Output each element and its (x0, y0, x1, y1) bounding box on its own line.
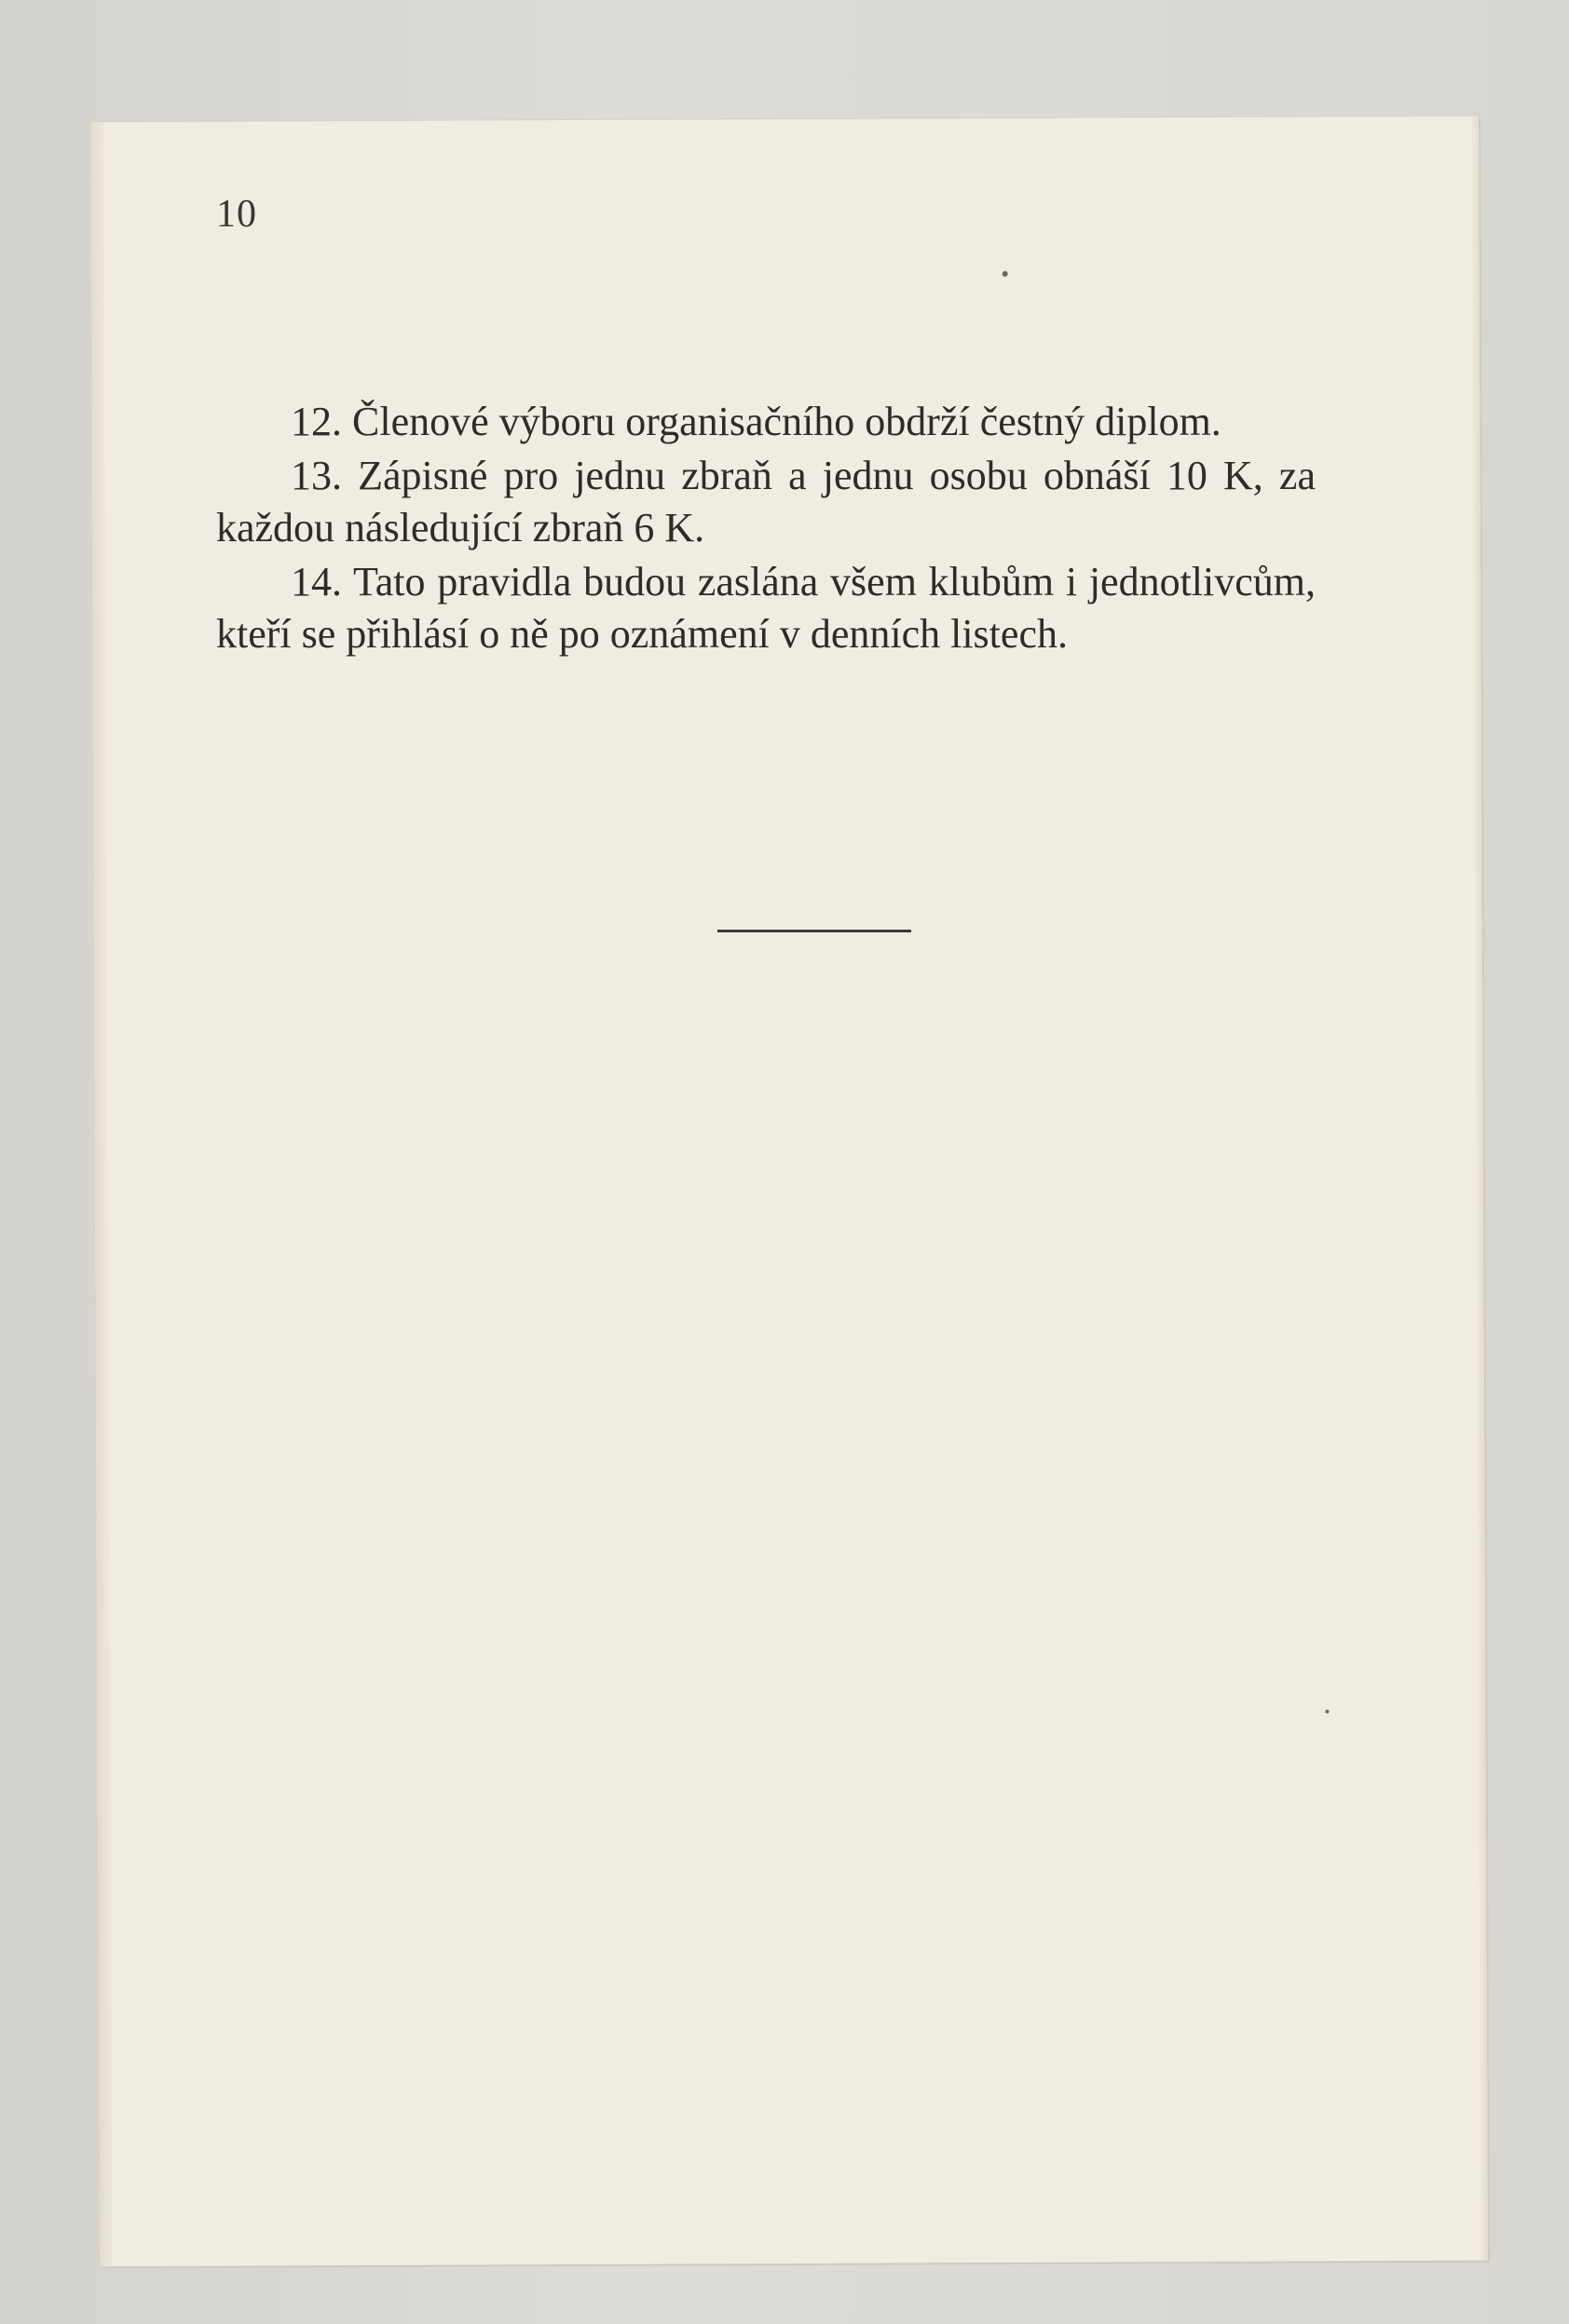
closing-rule (717, 930, 911, 932)
paper-speck (1003, 271, 1008, 277)
body-text (216, 396, 1316, 662)
page-number: 10 (216, 193, 257, 236)
paragraph-12: 12. Členové výboru organisačního obdrží čestný diplom. (291, 399, 1221, 444)
paragraph-14: 14. Tato pravidla budou zaslána všem klubům i jednotlivcům, kteří se přihlásí o ně po oznámení v denních listech. (216, 558, 1316, 657)
paragraph-13: 13. Zápisné pro jednu zbraň a jednu osobu obnáší 10 K, za každou následující zbraň 6 K. (216, 452, 1316, 550)
paper-speck (1325, 1709, 1329, 1713)
